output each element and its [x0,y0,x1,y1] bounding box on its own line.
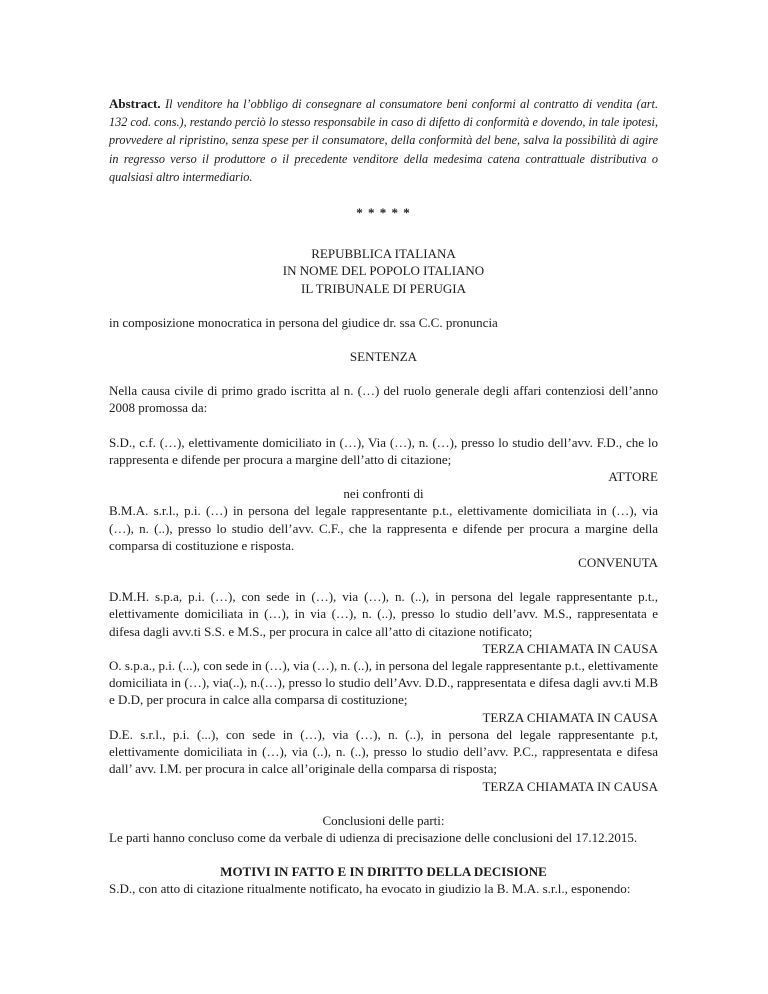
header-line-3: IL TRIBUNALE DI PERUGIA [300,280,466,296]
terza-role-1: TERZA CHIAMATA IN CAUSA [482,640,658,656]
motivi-title: MOTIVI IN FATTO E IN DIRITTO DELLA DECISIONE [220,864,547,880]
separator: * * * * * [356,205,411,221]
conclusioni-title: Conclusioni delle parti: [322,812,445,828]
header-line-1: REPUBBLICA ITALIANA [311,246,456,262]
convenuta-role: CONVENUTA [578,555,658,571]
attore-paragraph: S.D., c.f. (…), elettivamente domiciliato in (…), Via (…), n. (…), presso lo studio dell’avv. F.D., che lo rappresenta e difende per procura a margine dell’atto di citazione; [109,434,658,467]
conclusioni-text: Le parti hanno concluso come da verbale di udienza di precisazione delle conclusioni del 17.12.2015. [109,829,638,845]
motivi-text: S.D., con atto di citazione ritualmente notificato, ha evocato in giudizio la B. M.A. s.r.l., esponendo: [109,881,631,897]
intro-paragraph: Nella causa civile di primo grado iscritta al n. (…) del ruolo generale degli affari contenziosi dell’anno 2008 promossa da: [109,383,658,416]
court-header [109,245,658,297]
composition-line: in composizione monocratica in persona del giudice dr. ssa C.C. pronuncia [109,314,498,330]
sentenza-heading: SENTENZA [349,349,418,365]
abstract-label: Abstract. [109,96,161,111]
abstract-text: Il venditore ha l’obbligo di consegnare al consumatore beni conformi al contratto di vendita (art. 132 cod. cons.), restando perciò lo stesso responsabile in caso di difetto di conformità e dovendo, in tale ipotesi, provvedere al ripristino, senza spese per il consumatore, della conformità del bene, salva la possibilità di agire in regresso verso il produttore o il precedente venditore della medesima catena contrattuale distributiva o qualsiasi altro intermediario. [109,97,658,184]
terza-role-2: TERZA CHIAMATA IN CAUSA [482,709,658,725]
terza-paragraph-1: D.M.H. s.p.a, p.i. (…), con sede in (…), via (…), n. (..), in persona del legale rappresentante p.t., elettivamente domiciliata in (…), in via (…), n. (..), presso lo studio dell’avv. M.S., rappresentata e difesa dagli avv.ti S.S. e M.S., per procura in calce all’atto di citazione notificato; [109,589,658,639]
terza-paragraph-2: O. s.p.a., p.i. (...), con sede in (…), via (…), n. (..), in persona del legale rappresentante p.t., elettivamente domiciliata in (…), via(..), n.(…), presso lo studio dell’Avv. D.D., rappresentata e difesa dagli avv.ti M.B e D.D, per procura in calce alla comparsa di costituzione; [109,658,658,708]
header-line-2: IN NOME DEL POPOLO ITALIANO [282,263,485,279]
nei-confronti: nei confronti di [343,486,424,502]
document-page [109,95,658,898]
terza-paragraph-3: D.E. s.r.l., p.i. (...), con sede in (…), via (…), n. (..), in persona del legale rappresentante p.t, elettivamente domiciliata in (…), via (..), n. (..), presso lo studio dell’avv. P.C., rappresentata e difesa dall’ avv. I.M. per procura in calce all’originale della comparsa di risposta; [109,726,658,777]
terza-role-3: TERZA CHIAMATA IN CAUSA [482,778,658,794]
convenuta-paragraph: B.M.A. s.r.l., p.i. (…) in persona del legale rappresentante p.t., elettivamente domiciliata in (…), via (…), n. (..), presso lo studio dell’avv. C.F., che la rappresenta e difende per procura a margine della comparsa di costituzione e risposta. [109,503,658,553]
attore-role: ATTORE [608,469,658,485]
abstract-paragraph [109,95,658,186]
